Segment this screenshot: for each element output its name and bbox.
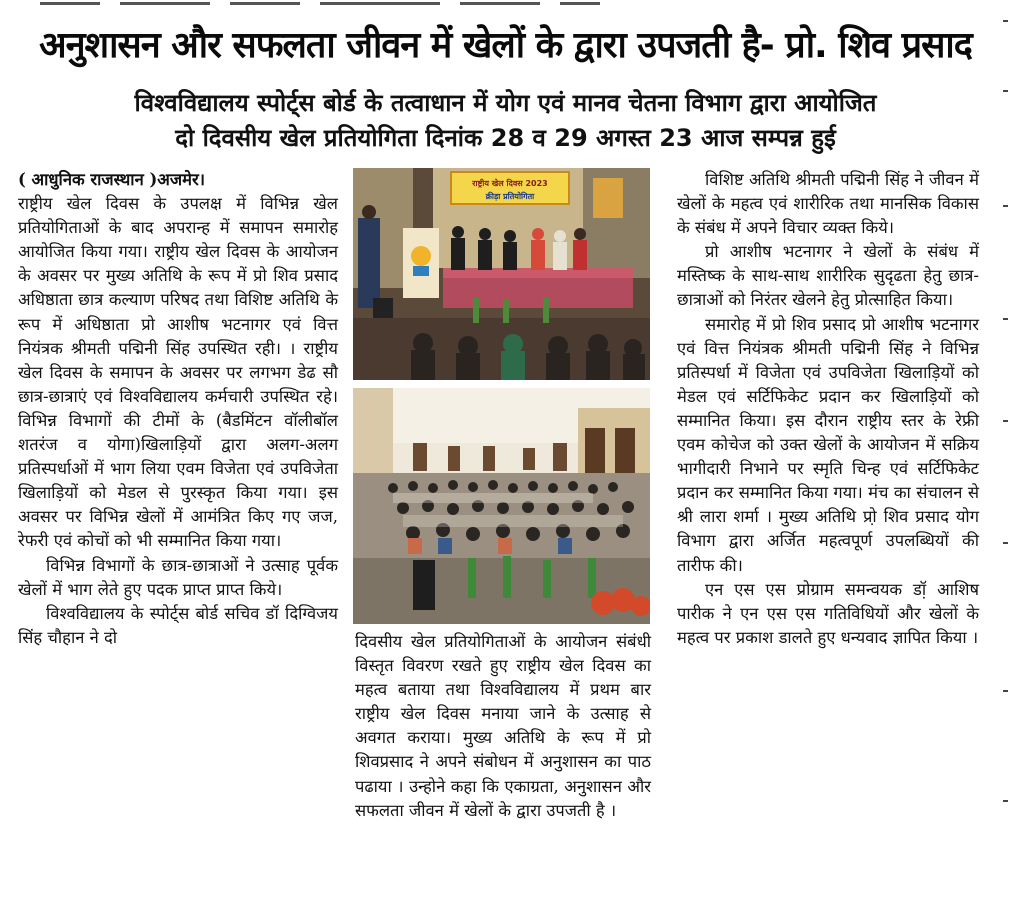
ceremony-stage-photo: [353, 168, 650, 380]
column-1: [18, 168, 338, 650]
col1-paragraph-1-text: राष्ट्रीय खेल दिवस के उपलक्ष में विभिन्न खेल प्रतियोगिताओं के बाद अपरान्ह में समापन समारोह आयोजित किया गया। राष्ट्रीय खेल दिवस के आयोजन के अवसर पर मुख्य अतिथि के रूप में प्रो शिव प्रसाद अधिष्ठाता छात्र कल्याण परिषद तथा विशिष्ट अतिथि के रूप में अधिष्ठाता प्रो आशीष भटनागर एवं वित्त नियंत्रक श्रीमती पद्मिनी सिंह उपस्थित रही। । राष्ट्रीय खेल दिवस के समापन के अवसर पर लगभग डेढ सौ छात्र-छात्राएं एवं विश्वविद्यालय कर्मचारी उपस्थित रहे। विभिन्न विभागों की टीमों के (बैडमिंटन वॉलीबॉल शतरंज व योगा)खिलाड़ियों द्वारा अलग-अलग प्रतिस्पर्धाओं में भाग लिया एवम विजेता एवं उपविजेता खिलाड़ियों को मेडल से पुरस्कृत किया गया। इस अवसर पर विभिन्न खेलों में आमंत्रित किए गए जज, रेफरी एवं कोचों को भी सम्मानित किया गया।: [18, 194, 338, 551]
col3-paragraph-1: विशिष्ट अतिथि श्रीमती पद्मिनी सिंह ने जीवन में खेलों के महत्व एवं शारीरिक तथा मानसिक विकास के संबंध में अपने विचार व्यक्त किये।: [677, 170, 979, 238]
col1-paragraph-3: विश्वविद्यालय के स्पोर्ट्स बोर्ड सचिव डॉ दिग्विजय सिंह चौहान ने दो: [18, 603, 338, 647]
audience-hall-photo: [353, 388, 650, 624]
col3-paragraph-3: समारोह में प्रो शिव प्रसाद प्रो आशीष भटनागर एवं वित्त नियंत्रक श्रीमती पद्मिनी सिंह ने विभिन्न प्रतिस्पर्धा में विजेता एवं उपविजेता खिलाड़ियों को मेडल एवं सर्टिफिकेट प्रदान कर खिलाड़ियों को सम्मानित किया। इस दौरान राष्ट्रीय स्तर के रेफ्री एवम कोचेज को उक्त खेलों के आयोजन में सक्रिय भागीदारी निभाने पर स्मृति चिन्ह एवं सर्टिफिकेट प्रदान कर सम्मानित किया गया। मंच का संचालन से श्री लारा शर्मा । मुख्य अतिथि प्रो़ शिव प्रसाद योग विभाग द्वारा अर्जित महत्वपूर्ण उपलब्धियों की तारीफ की।: [677, 314, 979, 575]
column-3: [677, 168, 979, 650]
dateline: ( आधुनिक राजस्थान )अजमेर।: [18, 170, 206, 189]
col3-paragraph-4: एन एस एस प्रोग्राम समन्वयक डॉ़ आशिष पारीक ने एन एस एस गतिविधियों और खेलों के महत्व पर प्रकाश डालते हुए धन्यवाद ज्ञापित किया ।: [677, 579, 979, 647]
col1-paragraph-2: विभिन्न विभागों के छात्र-छात्राओं ने उत्साह पूर्वक खेलों में भाग लेते हुए पदक प्राप्त प्राप्त किये।: [18, 555, 338, 599]
headline: अनुशासन और सफलता जीवन में खेलों के द्वारा उपजती है- प्रो. शिव प्रसाद: [39, 25, 972, 66]
banner-text-mid: क्रीड़ा प्रतियोगिता: [485, 192, 535, 201]
col2-paragraph-1: दिवसीय खेल प्रतियोगिताओं के आयोजन संबंधी विस्तृत विवरण रखते हुए राष्ट्रीय खेल दिवस का महत्व बताया तथा विश्वविद्यालय में प्रथम बार राष्ट्रीय खेल दिवस मनाया जाने के उत्साह से अवगत कराया। मुख्य अतिथि के रूप में प्रो शिवप्रसाद ने अपने संबोधन में अनुशासन का पाठ पढाया । उन्होने कहा कि एकाग्रता, अनुशासन और सफलता जीवन में खेलों के द्वारा उपजती है ।: [355, 632, 651, 820]
column-2: [355, 630, 651, 823]
subheadline-line-1: विश्वविद्यालय स्पोर्ट्स बोर्ड के तत्वाधान में योग एवं मानव चेतना विभाग द्वारा आयोजित: [134, 89, 877, 117]
subheadline: [0, 86, 1011, 156]
col1-paragraph-1: [18, 168, 338, 554]
top-cut-strip: [0, 0, 1011, 10]
col3-paragraph-2: प्रो आशीष भटनागर ने खेलों के संबंध में मस्तिष्क के साथ-साथ शारीरिक सुदृढता हेतु छात्र-छात्राओं को निरंतर खेलने हेतु प्रोत्साहित किया।: [677, 242, 979, 310]
banner-text-top: राष्ट्रीय खेल दिवस 2023: [472, 179, 548, 188]
subheadline-line-2: दो दिवसीय खेल प्रतियोगिता दिनांक 28 व 29 अगस्त 23 आज सम्पन्न हुई: [175, 124, 836, 152]
